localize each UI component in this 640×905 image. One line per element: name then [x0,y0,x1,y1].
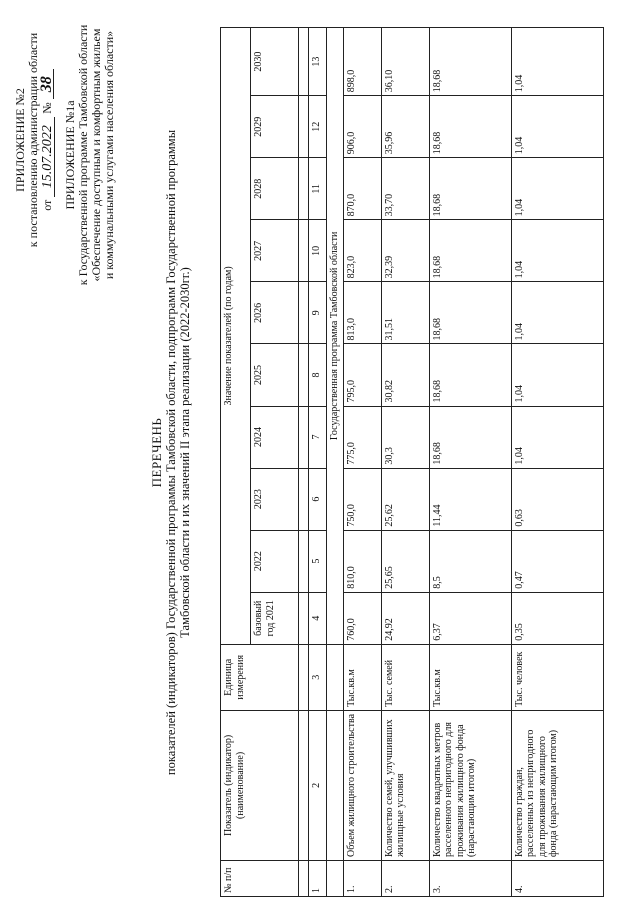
appendix-1a-line: к Государственной программе Тамбовской области [76,24,90,286]
row-name: Количество граждан, расселенных из непригодного для проживания жилищного фонда (нарастающим итогом) [511,710,603,860]
row-value: 8,5 [429,530,511,592]
handwritten-number: 38 [40,69,54,99]
header-year: 2028 [251,158,299,220]
row-value: 6,37 [429,592,511,644]
row-num: 3. [429,860,511,896]
appendix-2-date-line [40,15,55,265]
appendix-1a-line: и коммунальными услугами населения области» [102,30,116,280]
row-value: 795,0 [343,344,381,406]
row-value: 775,0 [343,406,381,468]
header-year: 2029 [251,96,299,158]
table-row [429,28,511,897]
row-value: 1,04 [511,220,603,282]
row-name: Объем жилищного строительства [343,710,381,860]
header-unit: Единица измерения [221,644,299,710]
table-row [381,28,429,897]
row-value: 813,0 [343,282,381,344]
row-unit: Тыс. человек [511,644,603,710]
header-row-1 [221,28,251,897]
row-value: 18,68 [429,344,511,406]
indicators-table [220,27,604,897]
row-value: 0,47 [511,530,603,592]
column-number: 12 [309,96,327,158]
row-value: 18,68 [429,220,511,282]
header-num: № п/п [221,860,299,896]
row-value: 33,70 [381,158,429,220]
row-value: 1,04 [511,406,603,468]
column-number: 2 [309,710,327,860]
header-year: 2022 [251,530,299,592]
row-unit: Тыс. семей [381,644,429,710]
row-value: 1,04 [511,96,603,158]
row-value: 1,04 [511,28,603,96]
header-year: 2023 [251,468,299,530]
appendix-2-line: к постановлению администрации области [26,32,40,248]
header-base-year: базовый год 2021 [251,592,299,644]
from-label: от [40,199,54,211]
column-number: 9 [309,282,327,344]
row-value: 1,04 [511,282,603,344]
row-value: 810,0 [343,530,381,592]
row-value: 1,04 [511,158,603,220]
table-row [511,28,603,897]
header-year: 2030 [251,28,299,96]
column-number: 5 [309,530,327,592]
row-value: 823,0 [343,220,381,282]
row-value: 30,3 [381,406,429,468]
header-year: 2027 [251,220,299,282]
appendix-1a-title: ПРИЛОЖЕНИЕ №1а [63,100,77,210]
row-value: 1,04 [511,344,603,406]
row-num: 1. [343,860,381,896]
header-year: 2024 [251,406,299,468]
row-value: 18,68 [429,96,511,158]
column-number: 3 [309,644,327,710]
column-number: 6 [309,468,327,530]
row-value: 35,96 [381,96,429,158]
row-value: 25,62 [381,468,429,530]
row-num: 2. [381,860,429,896]
appendix-2-block [14,15,55,265]
header-name: Показатель (индикатор) (наименование) [221,710,299,860]
section-title: Государственная программа Тамбовской области [327,28,344,645]
appendix-1a-line: «Обеспечение доступным и комфортным жильем [89,28,103,282]
row-value: 31,51 [381,282,429,344]
row-value: 18,68 [429,282,511,344]
column-number: 7 [309,406,327,468]
row-value: 32,39 [381,220,429,282]
row-num: 4. [511,860,603,896]
document-title-line: показателей (индикаторов) Государственной программы Тамбовской области, подпрограмм Государственной программы [164,129,178,776]
row-unit: Тыс.кв.м [343,644,381,710]
row-value: 18,68 [429,158,511,220]
document-title [150,0,192,905]
row-value: 18,68 [429,28,511,96]
row-name: Количество квадратных метров расселенного непригодного для проживания жилищного фонда (нарастающим итогом) [429,710,511,860]
column-number: 11 [309,158,327,220]
column-number: 8 [309,344,327,406]
header-values-group: Значение показателей (по годам) [221,28,251,645]
column-numbers-row [309,28,327,897]
row-value: 750,0 [343,468,381,530]
number-label: № [40,102,54,114]
row-value: 30,82 [381,344,429,406]
column-number: 10 [309,220,327,282]
section-row [327,28,344,897]
document-heading: ПЕРЕЧЕНЬ [149,417,164,488]
appendix-2-title: ПРИЛОЖЕНИЕ №2 [13,88,27,192]
row-value: 25,65 [381,530,429,592]
row-unit: Тыс.кв.м [429,644,511,710]
header-year: 2025 [251,344,299,406]
column-number: 13 [309,28,327,96]
table-row [343,28,381,897]
row-value: 898,0 [343,28,381,96]
document-title-line: Тамбовской области и их значений II этапа реализации (2022-2030гг.) [178,267,192,638]
spacer-row [299,28,309,897]
appendix-1a-block [64,5,116,305]
row-value: 36,10 [381,28,429,96]
handwritten-date: 15.07.2022 [41,117,55,197]
row-value: 24,92 [381,592,429,644]
row-value: 18,68 [429,406,511,468]
row-value: 11,44 [429,468,511,530]
row-value: 870,0 [343,158,381,220]
row-value: 0,63 [511,468,603,530]
row-name: Количество семей, улучшивших жилищные условия [381,710,429,860]
header-year: 2026 [251,282,299,344]
row-value: 906,0 [343,96,381,158]
row-value: 0,35 [511,592,603,644]
column-number: 4 [309,592,327,644]
column-number: 1 [309,860,327,896]
row-value: 760,0 [343,592,381,644]
